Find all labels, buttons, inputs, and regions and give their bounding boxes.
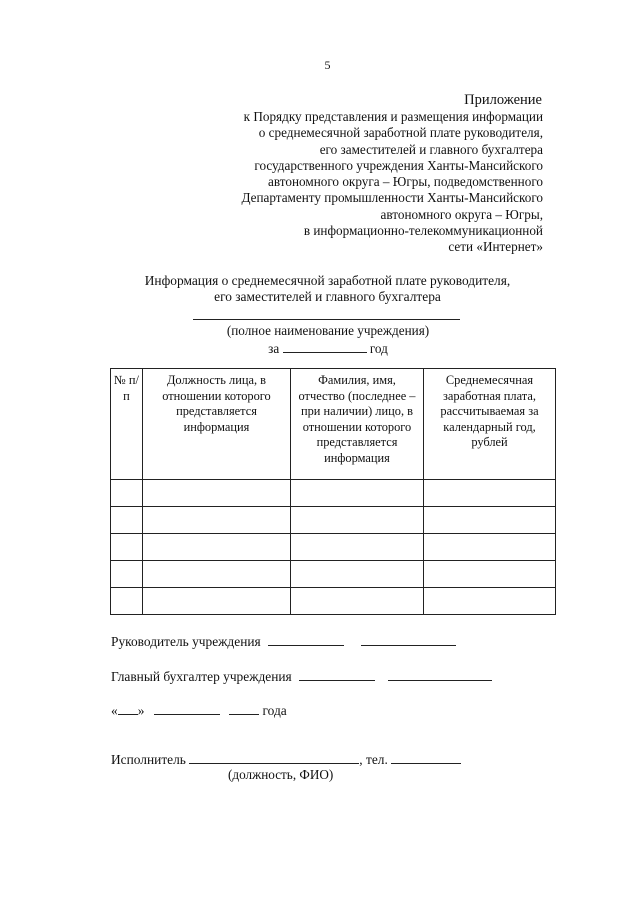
table-row [111, 561, 556, 588]
date-quote-close: » [137, 703, 145, 718]
table-cell [111, 561, 143, 588]
table-cell [291, 480, 424, 507]
date-line [111, 702, 287, 719]
accountant-name-blank [388, 668, 492, 681]
date-suffix: года [262, 703, 287, 718]
document-title [100, 273, 555, 305]
table-cell [111, 507, 143, 534]
table-cell [111, 588, 143, 615]
table-cell [291, 534, 424, 561]
executor-label: Исполнитель [111, 752, 186, 767]
appendix-line: государственного учреждения Ханты-Мансийского [254, 157, 543, 173]
table-cell [424, 534, 556, 561]
institution-name-line [193, 319, 460, 320]
table-row [111, 588, 556, 615]
period-suffix: год [369, 341, 388, 356]
table-cell [143, 588, 291, 615]
year-blank [229, 702, 259, 715]
document-title-line: его заместителей и главного бухгалтера [214, 289, 441, 304]
executor-name-blank [189, 751, 359, 764]
accountant-signature-line [111, 668, 492, 685]
period-row [0, 340, 640, 357]
table-cell [111, 480, 143, 507]
table-cell [291, 561, 424, 588]
head-label: Руководитель учреждения [111, 634, 261, 649]
appendix-line: автономного округа – Югры, подведомственного [268, 174, 543, 190]
phone-blank [391, 751, 461, 764]
accountant-label: Главный бухгалтер учреждения [111, 669, 292, 684]
table-row [111, 534, 556, 561]
executor-caption: (должность, ФИО) [228, 767, 334, 782]
appendix-line: о среднемесячной заработной плате руководителя, [258, 125, 543, 141]
accountant-signature-blank [299, 668, 375, 681]
table-cell [424, 507, 556, 534]
appendix-line: автономного округа – Югры, [380, 206, 543, 222]
period-blank [283, 340, 367, 353]
table-row [111, 480, 556, 507]
table-cell [424, 561, 556, 588]
head-signature-line [111, 633, 456, 650]
appendix-text [123, 109, 543, 256]
executor-line [111, 751, 461, 768]
appendix-line: Департаменту промышленности Ханты-Мансийского [241, 190, 543, 206]
table-row [111, 507, 556, 534]
appendix-line: его заместителей и главного бухгалтера [319, 141, 543, 157]
table-cell [143, 534, 291, 561]
header-number: № п/п [111, 369, 143, 480]
table-cell [424, 480, 556, 507]
institution-name-caption: (полное наименование учреждения) [226, 323, 430, 338]
header-position: Должность лица, в отношении которого представляется информация [143, 369, 291, 480]
header-full-name: Фамилия, имя, отчество (последнее – при наличии) лицо, в отношении которого представляется информация [291, 369, 424, 480]
head-signature-blank [268, 633, 344, 646]
table-cell [111, 534, 143, 561]
appendix-line: в информационно-телекоммуникационной [303, 223, 543, 239]
page-number: 5 [324, 58, 331, 72]
document-title-line: Информация о среднемесячной заработной плате руководителя, [144, 273, 511, 288]
appendix-line: к Порядку представления и размещения информации [243, 109, 543, 124]
month-blank [154, 702, 220, 715]
date-quote-open: « [111, 703, 118, 718]
appendix-line: сети «Интернет» [448, 239, 543, 255]
table-cell [291, 507, 424, 534]
table-cell [143, 480, 291, 507]
header-average-salary: Среднемесячная заработная плата, рассчитываемая за календарный год, рублей [424, 369, 556, 480]
appendix-title: Приложение [464, 92, 542, 108]
table-cell [143, 507, 291, 534]
period-prefix: за [268, 341, 280, 356]
head-name-blank [361, 633, 456, 646]
phone-label: , тел. [359, 752, 388, 767]
day-blank [118, 702, 138, 715]
table-cell [143, 561, 291, 588]
salary-table [110, 368, 556, 615]
table-cell [291, 588, 424, 615]
table-cell [424, 588, 556, 615]
table-header-row [111, 369, 556, 480]
table-body [111, 480, 556, 615]
